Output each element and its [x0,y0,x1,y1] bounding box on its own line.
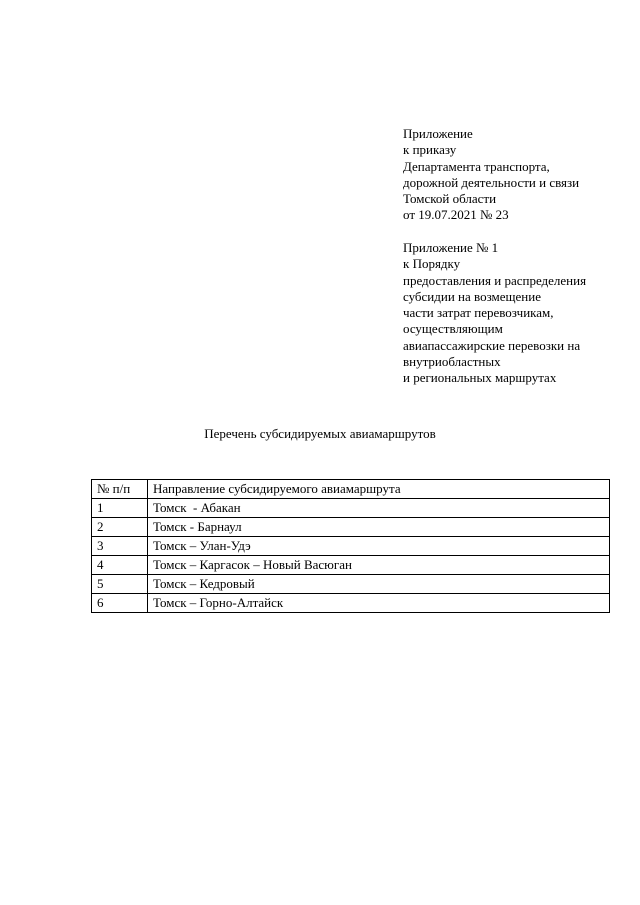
procedure-header-line: внутриобластных [403,354,501,370]
appendix-header-line: к приказу [403,142,457,158]
row-number-cell: 2 [92,518,148,537]
row-number-cell: 1 [92,499,148,518]
table-header-row [92,480,610,499]
table-row [92,556,610,575]
column-header-route: Направление субсидируемого авиамаршрута [148,480,610,499]
routes-table [91,479,610,613]
route-cell: Томск – Улан-Удэ [148,537,610,556]
route-cell: Томск - Абакан [148,499,610,518]
table-row [92,518,610,537]
appendix-header-line: Томской области [403,191,497,207]
row-number-cell: 5 [92,575,148,594]
procedure-header-line: Приложение № 1 [403,240,499,255]
procedure-header-line: предоставления и распределения [403,272,587,288]
order-appendix-header [403,126,633,224]
table-row [92,594,610,613]
row-number-cell: 4 [92,556,148,575]
procedure-header-line: к Порядку [403,256,461,272]
appendix-header-line: Приложение [403,126,473,141]
document-title: Перечень субсидируемых авиамаршрутов [204,426,436,441]
route-cell: Томск - Барнаул [148,518,610,537]
route-cell: Томск – Горно-Алтайск [148,594,610,613]
row-number-cell: 6 [92,594,148,613]
procedure-header-line: осуществляющим [403,321,503,337]
route-cell: Томск – Каргасок – Новый Васюган [148,556,610,575]
column-header-number: № п/п [92,480,148,499]
table-row [92,537,610,556]
appendix-header-line: Департамента транспорта, [403,158,550,174]
appendix-header-line: дорожной деятельности и связи [403,174,580,190]
procedure-appendix-header [403,240,633,387]
row-number-cell: 3 [92,537,148,556]
procedure-header-line: субсидии на возмещение [403,288,541,304]
procedure-header-line: авиапассажирские перевозки на [403,337,581,353]
route-cell: Томск – Кедровый [148,575,610,594]
procedure-header-line: и региональных маршрутах [403,370,557,386]
table-row [92,499,610,518]
procedure-header-line: части затрат перевозчикам, [403,305,554,321]
table-row [92,575,610,594]
appendix-header-line: от 19.07.2021 № 23 [403,207,509,223]
